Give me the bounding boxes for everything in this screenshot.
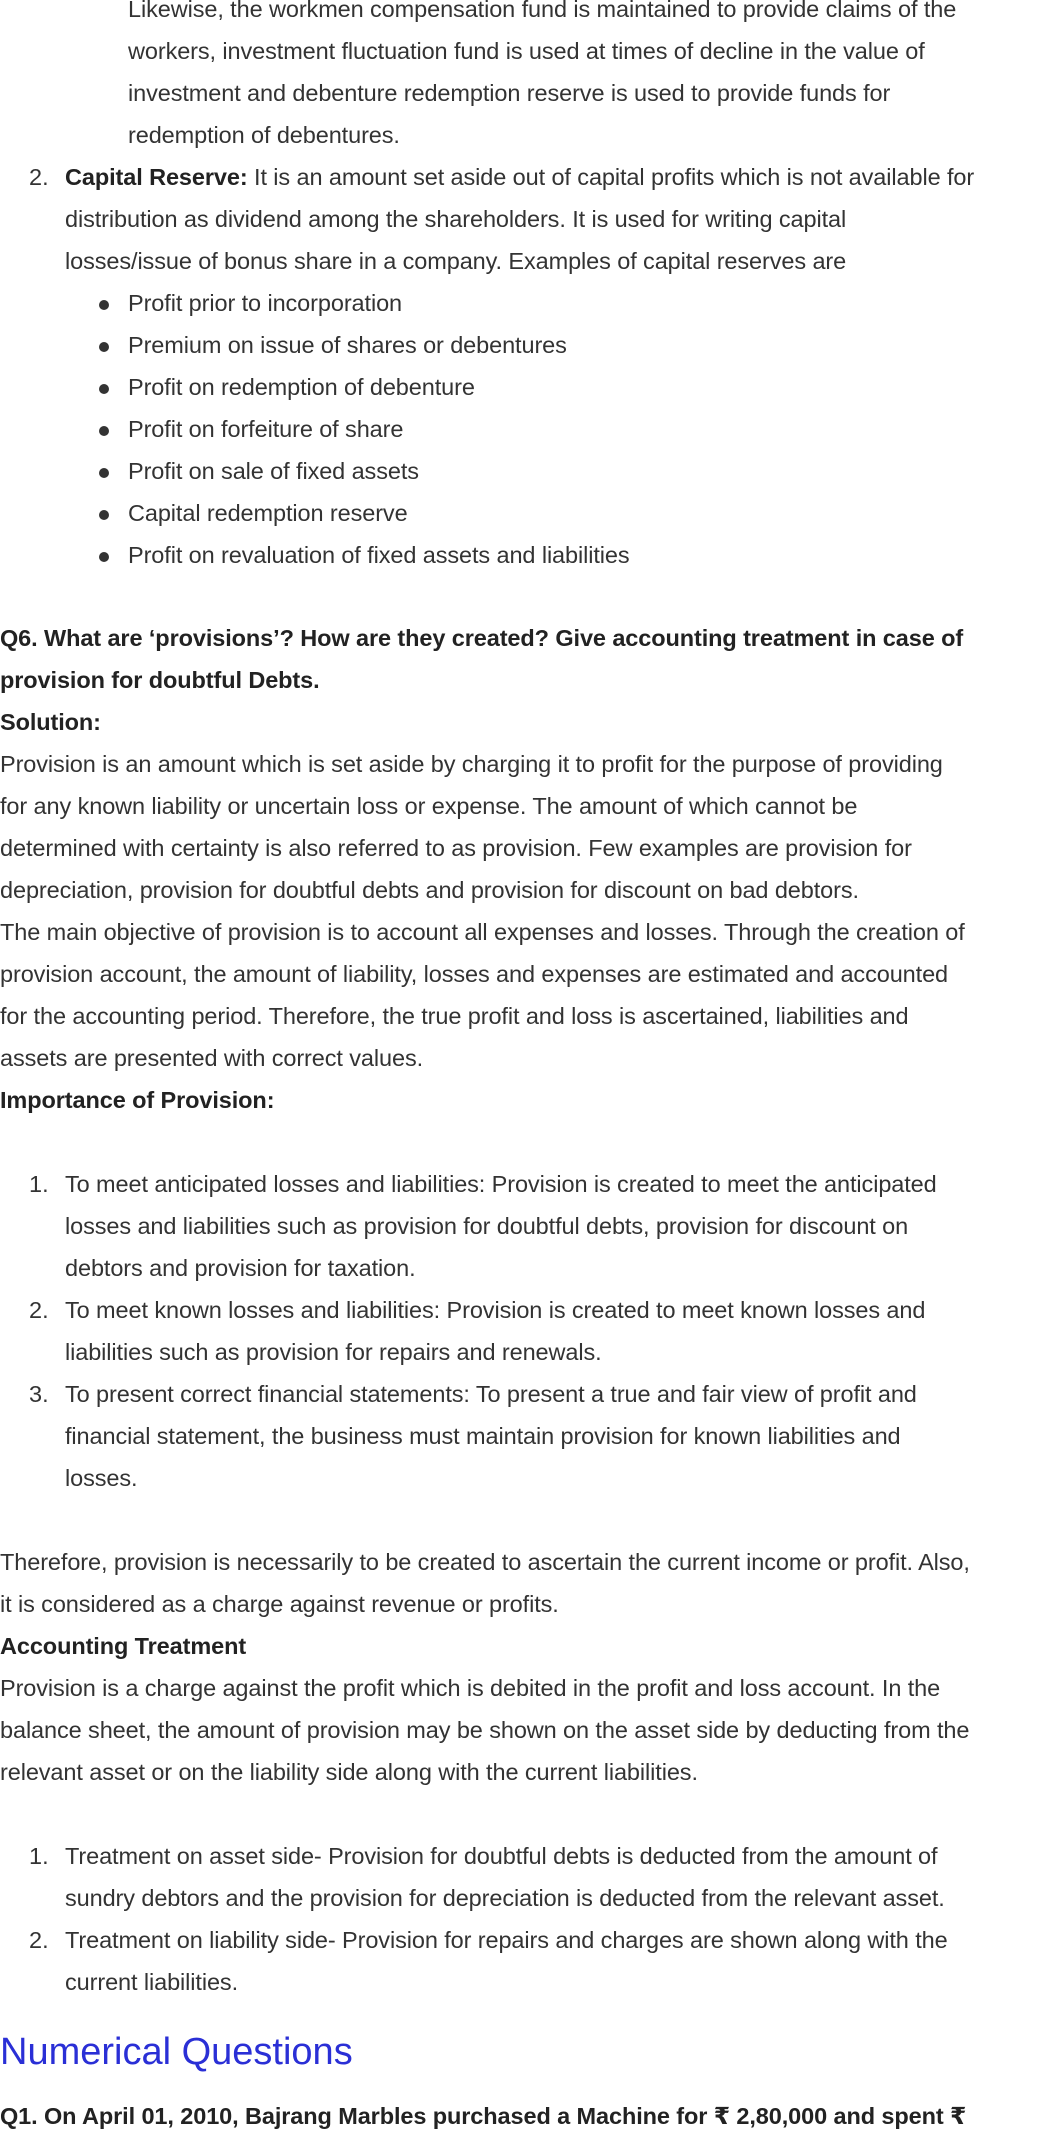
list-item: current liabilities. <box>65 1969 239 1995</box>
list-item: Profit on sale of fixed assets <box>128 458 419 484</box>
list-number: 1. <box>29 1171 49 1197</box>
list-item: Profit prior to incorporation <box>128 290 403 316</box>
paragraph-line: losses/issue of bonus share in a company. Examples of capital reserves are <box>65 248 847 274</box>
bullet-icon <box>99 384 109 394</box>
list-item: sundry debtors and the provision for depreciation is deducted from the relevant asset. <box>65 1885 945 1911</box>
list-item: losses. <box>65 1465 138 1491</box>
list-item: Premium on issue of shares or debentures <box>128 332 567 358</box>
paragraph-line: it is considered as a charge against revenue or profits. <box>0 1591 559 1617</box>
bullet-icon <box>99 342 109 352</box>
paragraph-line: workers, investment fluctuation fund is used at times of decline in the value of <box>128 38 925 64</box>
bullet-icon <box>99 552 109 562</box>
list-number: 1. <box>29 1843 49 1869</box>
paragraph-line: distribution as dividend among the shareholders. It is used for writing capital <box>65 206 847 232</box>
bullet-icon <box>99 426 109 436</box>
paragraph-line: relevant asset or on the liability side along with the current liabilities. <box>0 1759 698 1785</box>
list-number: 2. <box>29 1927 49 1953</box>
paragraph-line: determined with certainty is also referred to as provision. Few examples are provision for <box>0 835 912 861</box>
list-item: Treatment on liability side- Provision for repairs and charges are shown along with the <box>65 1927 948 1953</box>
capital-reserve-term: Capital Reserve: <box>65 164 248 190</box>
list-number: 3. <box>29 1381 49 1407</box>
importance-heading: Importance of Provision: <box>0 1087 275 1113</box>
capital-reserve-text: It is an amount set aside out of capital profits which is not available for <box>254 164 975 190</box>
list-number: 2. <box>29 164 49 190</box>
question-heading: provision for doubtful Debts. <box>0 667 320 693</box>
paragraph-line: The main objective of provision is to account all expenses and losses. Through the creation of <box>0 919 965 945</box>
list-item: losses and liabilities such as provision for doubtful debts, provision for discount on <box>65 1213 909 1239</box>
paragraph-line: investment and debenture redemption reserve is used to provide funds for <box>128 80 891 106</box>
paragraph-line: provision account, the amount of liability, losses and expenses are estimated and accounted <box>0 961 949 987</box>
question-heading: Q6. What are ‘provisions’? How are they created? Give accounting treatment in case of <box>0 625 964 651</box>
paragraph-line: redemption of debentures. <box>128 122 400 148</box>
list-item: To meet anticipated losses and liabilities: Provision is created to meet the anticipated <box>65 1171 937 1197</box>
paragraph-line: assets are presented with correct values. <box>0 1045 424 1071</box>
list-item: To present correct financial statements: To present a true and fair view of profit and <box>65 1381 917 1407</box>
paragraph-line: Provision is a charge against the profit which is debited in the profit and loss account. In the <box>0 1675 941 1701</box>
list-item: liabilities such as provision for repairs and renewals. <box>65 1339 602 1365</box>
list-number: 2. <box>29 1297 49 1323</box>
list-item: debtors and provision for taxation. <box>65 1255 416 1281</box>
section-title: Numerical Questions <box>0 2031 353 2073</box>
solution-label: Solution: <box>0 709 101 735</box>
paragraph-line: for any known liability or uncertain loss or expense. The amount of which cannot be <box>0 793 858 819</box>
capital-reserve-line <box>65 162 974 192</box>
list-item: To meet known losses and liabilities: Provision is created to meet known losses and <box>65 1297 926 1323</box>
list-item: Profit on forfeiture of share <box>128 416 404 442</box>
bullet-icon <box>99 300 109 310</box>
paragraph-line: for the accounting period. Therefore, the true profit and loss is ascertained, liabilities and <box>0 1003 909 1029</box>
list-item: Profit on redemption of debenture <box>128 374 475 400</box>
paragraph-line: Therefore, provision is necessarily to be created to ascertain the current income or profit. Also, <box>0 1549 970 1575</box>
paragraph-line: Likewise, the workmen compensation fund is maintained to provide claims of the <box>128 0 957 22</box>
paragraph-line: depreciation, provision for doubtful debts and provision for discount on bad debtors. <box>0 877 859 903</box>
question-heading: Q1. On April 01, 2010, Bajrang Marbles purchased a Machine for ₹ 2,80,000 and spent ₹ <box>0 2103 967 2129</box>
list-item: Profit on revaluation of fixed assets and liabilities <box>128 542 630 568</box>
paragraph-line: Provision is an amount which is set aside by charging it to profit for the purpose of providing <box>0 751 943 777</box>
paragraph-line: balance sheet, the amount of provision may be shown on the asset side by deducting from the <box>0 1717 970 1743</box>
bullet-icon <box>99 510 109 520</box>
list-item: Treatment on asset side- Provision for doubtful debts is deducted from the amount of <box>65 1843 938 1869</box>
bullet-icon <box>99 468 109 478</box>
list-item: financial statement, the business must maintain provision for known liabilities and <box>65 1423 901 1449</box>
list-item: Capital redemption reserve <box>128 500 408 526</box>
accounting-heading: Accounting Treatment <box>0 1633 247 1659</box>
